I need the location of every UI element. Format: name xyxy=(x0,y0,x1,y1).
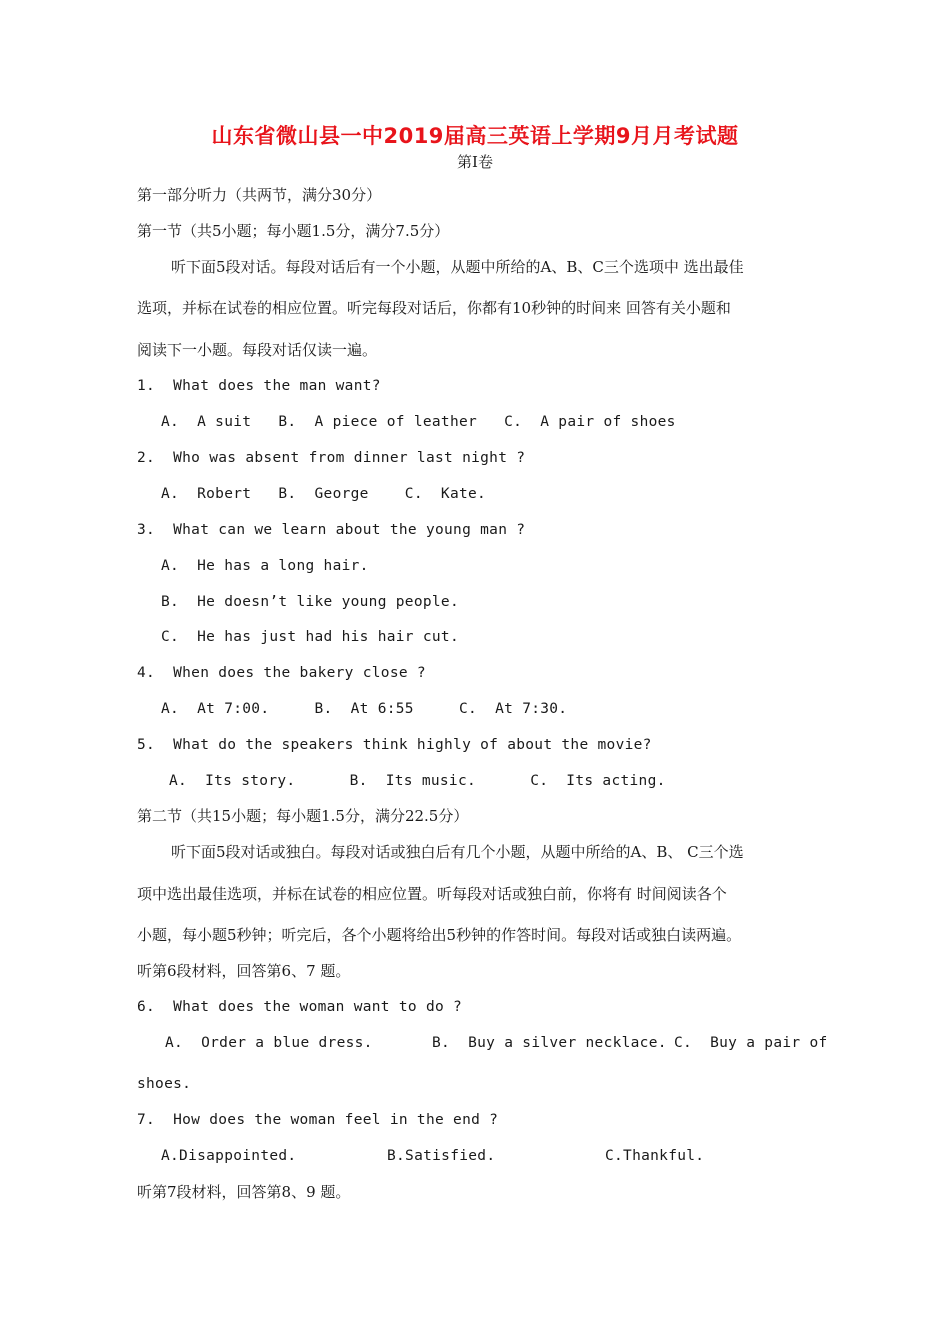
question-3-option-b: B. He doesn’t like young people. xyxy=(161,594,459,610)
section2-instruction-line-2: 项中选出最佳选项，并标在试卷的相应位置。听每段对话或独白前，你将有 时间阅读各个 xyxy=(137,885,727,903)
part1-heading: 第一部分听力（共两节，满分30分） xyxy=(137,186,382,204)
section1-instruction-line-2: 选项，并标在试卷的相应位置。听完每段对话后，你都有10秒钟的时间来 回答有关小题和 xyxy=(137,299,731,317)
material-7-note: 听第7段材料，回答第8、9 题。 xyxy=(137,1183,351,1201)
question-3-option-c: C. He has just had his hair cut. xyxy=(161,629,459,645)
question-6-option-c-wrap: shoes. xyxy=(137,1076,192,1092)
question-4: 4. When does the bakery close ? xyxy=(137,665,426,681)
question-6-option-c: C. Buy a pair of xyxy=(674,1035,828,1051)
question-4-options: A. At 7:00. B. At 6:55 C. At 7:30. xyxy=(161,701,568,717)
question-1-options: A. A suit B. A piece of leather C. A pair of shoes xyxy=(161,414,676,430)
question-2-options: A. Robert B. George C. Kate. xyxy=(161,486,487,502)
question-6: 6. What does the woman want to do ? xyxy=(137,999,463,1015)
question-3: 3. What can we learn about the young man ? xyxy=(137,522,526,538)
material-6-note: 听第6段材料，回答第6、7 题。 xyxy=(137,962,351,980)
section1-instruction-line-1: 听下面5段对话。每段对话后有一个小题，从题中所给的A、B、C三个选项中 选出最佳 xyxy=(171,258,744,276)
question-6-option-a: A. Order a blue dress. xyxy=(165,1035,373,1051)
exam-title: 山东省微山县一中2019届高三英语上学期9月月考试题 xyxy=(211,124,739,148)
section1-heading: 第一节（共5小题；每小题1.5分，满分7.5分） xyxy=(137,222,450,240)
question-6-option-b: B. Buy a silver necklace. xyxy=(432,1035,667,1051)
question-7-option-b: B.Satisfied. xyxy=(387,1148,496,1164)
question-5: 5. What do the speakers think highly of about the movie? xyxy=(137,737,652,753)
section2-instruction-line-3: 小题，每小题5秒钟；听完后，各个小题将给出5秒钟的作答时间。每段对话或独白读两遍。 xyxy=(137,926,742,944)
question-2: 2. Who was absent from dinner last night ? xyxy=(137,450,526,466)
section2-instruction-line-1: 听下面5段对话或独白。每段对话或独白后有几个小题，从题中所给的A、B、 C三个选 xyxy=(171,843,744,861)
question-3-option-a: A. He has a long hair. xyxy=(161,558,369,574)
question-5-options: A. Its story. B. Its music. C. Its acting. xyxy=(169,773,666,789)
question-7-option-a: A.Disappointed. xyxy=(161,1148,297,1164)
section2-heading: 第二节（共15小题；每小题1.5分，满分22.5分） xyxy=(137,807,469,825)
volume-label: 第Ⅰ卷 xyxy=(457,153,493,171)
question-1: 1. What does the man want? xyxy=(137,378,381,394)
question-7: 7. How does the woman feel in the end ? xyxy=(137,1112,499,1128)
question-7-option-c: C.Thankful. xyxy=(605,1148,705,1164)
section1-instruction-line-3: 阅读下一小题。每段对话仅读一遍。 xyxy=(137,341,378,359)
